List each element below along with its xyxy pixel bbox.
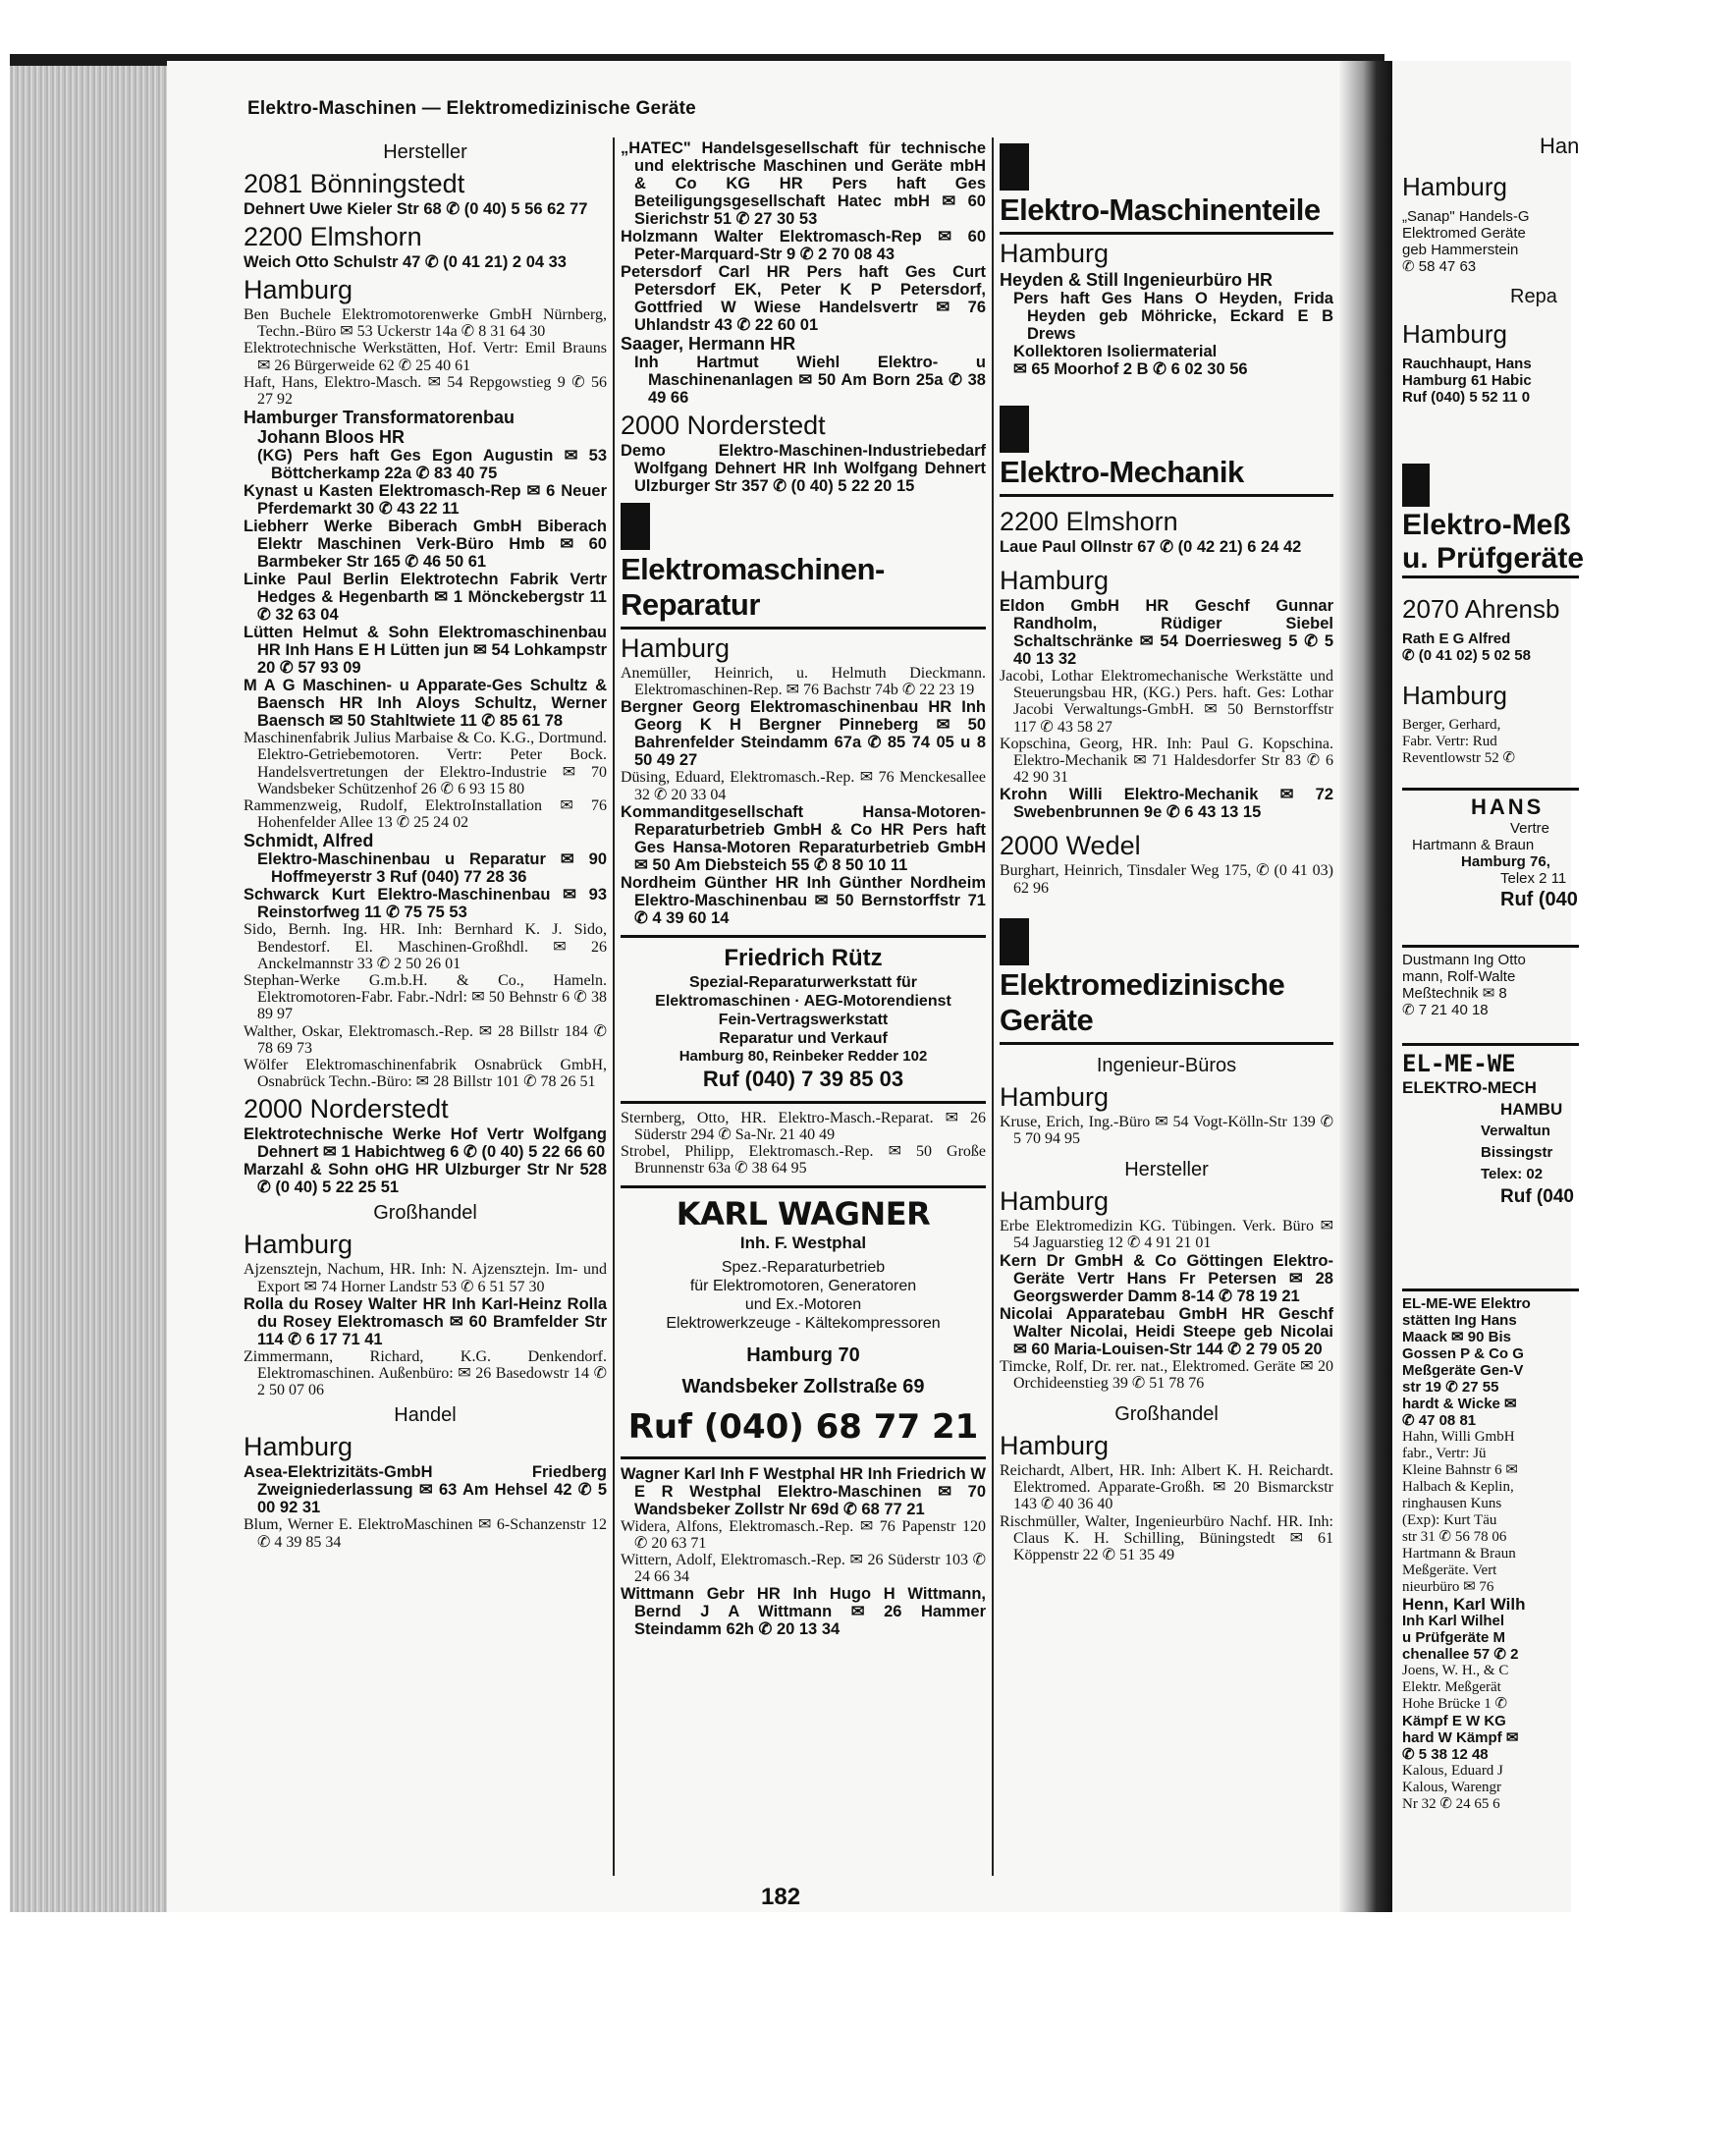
listing-entry: Strobel, Philipp, Elektromasch.-Rep. ✉ 50 Große Brunnenstr 63a ✆ 38 64 95 [621,1143,986,1178]
listing-entry-sub: Johann Bloos HR [257,427,406,448]
facing-text: Fabr. Vertr: Rud [1402,734,1497,749]
listing-entry: Düsing, Eduard, Elektromasch.-Rep. ✉ 76 Menckesallee 32 ✆ 20 33 04 [621,769,986,803]
city-heading: Hamburg [1000,1186,1110,1217]
listing-entry: Rammenzweig, Rudolf, ElektroInstallation ✉ 76 Hohenfelder Allee 13 ✆ 25 24 02 [244,797,607,832]
facing-text: Hahn, Willi GmbH [1402,1429,1515,1445]
facing-city: Hamburg [1402,319,1507,349]
listing-entry: Liebherr Werke Biberach GmbH Biberach Elektr Maschinen Verk-Büro Hmb ✉ 60 Barmbeker Str 165 ✆ 46 50 61 [244,518,607,572]
section-ingenieur-bueros: Ingenieur-Büros [1096,1054,1237,1076]
facing-text: Kleine Bahnstr 6 ✉ [1402,1462,1518,1478]
ad-address: Hamburg 80, Reinbeker Redder 102 [678,1047,928,1065]
listing-entry: Eldon GmbH HR Geschf Gunnar Randholm, Rüdiger Siebel Schaltschränke ✉ 54 Doerriesweg 5 ✆ 5 40 13 32 [1000,597,1333,668]
facing-text: Henn, Karl Wilh [1402,1595,1526,1614]
category-marker [621,503,650,550]
city-heading: 2200 Elmshorn [1000,507,1178,536]
facing-city: Hamburg [1402,172,1507,201]
scan-background-top [0,0,1571,57]
ad-company-name: Friedrich Rütz [724,944,883,971]
category-band-maschinenteile [1000,143,1333,235]
listing-entry: Laue Paul Ollnstr 67 ✆ (0 42 21) 6 24 42 [1000,538,1302,556]
facing-text: Rauchhaupt, Hans [1402,356,1532,372]
listing-entry: M A G Maschinen- u Apparate-Ges Schultz & Baensch HR Inh Aloys Schultz, Werner Baensch ✉ 50 Stahltwiete 11 ✆ 85 61 78 [244,677,607,731]
column-rule-1 [613,137,615,1876]
facing-text: Halbach & Keplin, [1402,1479,1514,1495]
city-heading: Hamburg [244,275,353,304]
facing-text: EL-ME-WE Elektro [1402,1295,1531,1312]
column-1 [244,139,607,1551]
category-title: Elektromaschinen-Reparatur [621,552,885,622]
facing-text: Hartmann & Braun [1412,837,1535,853]
facing-text: Berger, Gerhard, [1402,717,1501,733]
listing-entry: Lütten Helmut & Sohn Elektromaschinenbau HR Inh Hans E H Lütten jun ✉ 54 Lohkampstr 20 ✆ 57 93 09 [244,624,607,678]
facing-text: ✆ 5 38 12 48 [1402,1746,1489,1763]
listing-entry: Schwarck Kurt Elektro-Maschinenbau ✉ 93 Reinstorfweg 11 ✆ 75 75 53 [244,886,607,922]
facing-text: „Sanap" Handels-G [1402,208,1530,225]
ad-line: Reparatur und Verkauf [719,1029,888,1047]
column-3 [1000,139,1333,1563]
listing-entry: Kollektoren Isoliermaterial [1013,343,1218,360]
listing-entry: Demo Elektro-Maschinen-Industriebedarf Wolfgang Dehnert HR Inh Wolfgang Dehnert Ulzburger Str 357 ✆ (0 40) 5 22 20 15 [621,442,986,495]
ad-line: Elektrowerkzeuge - Kältekompressoren [666,1314,941,1332]
facing-text: ringhausen Kuns [1402,1496,1502,1511]
facing-text: stätten Ing Hans [1402,1312,1517,1329]
ad-phone: Ruf (040) 7 39 85 03 [702,1066,904,1091]
listing-entry: Rischmüller, Walter, Ingenieurbüro Nachf. HR. Inh: Claus K. H. Schilling, Büningstedt ✉ 61 Köppenstr 22 ✆ 51 35 49 [1000,1512,1333,1564]
running-head: Elektro-Maschinen — Elektromedizinische Geräte [247,98,696,119]
category-marker [1402,464,1430,507]
facing-text: ✆ 47 08 81 [1402,1412,1477,1429]
facing-text: Ruf (040) 5 52 11 0 [1402,389,1531,406]
listing-entry: Wittmann Gebr HR Inh Hugo H Wittmann, Bernd J A Wittmann ✉ 26 Hammer Steindamm 62h ✆ 20 13 34 [621,1585,986,1639]
ad-line: Spezial-Reparaturwerkstatt für [688,973,918,991]
facing-text: (Exp): Kurt Täu [1402,1512,1497,1528]
facing-text: fabr., Vertr: Jü [1402,1446,1487,1461]
city-heading: Hamburg [1000,566,1110,595]
category-band-reparatur [621,503,986,630]
listing-entry: Elektrotechnische Werke Hof Vertr Wolfgang Dehnert ✉ 1 Habichtweg 6 ✆ (0 40) 5 22 66 60 [244,1125,607,1162]
facing-text: Verwaltun [1481,1123,1550,1139]
ad-street: Wandsbeker Zollstraße 69 [681,1375,925,1398]
city-heading: Hamburg [621,633,731,663]
listing-entry: Zimmermann, Richard, K.G. Denkendorf. Elektromaschinen. Außenbüro: ✉ 26 Basedowstr 14 ✆ 2 50 07 06 [244,1347,607,1399]
section-handel: Handel [394,1404,457,1427]
facing-text: ✆ (0 41 02) 5 02 58 [1402,647,1531,664]
city-heading: Hamburg [1000,1431,1110,1461]
section-grosshandel: Großhandel [1114,1403,1219,1426]
ad-line: Spez.-Reparaturbetrieb [721,1258,886,1276]
listing-entry: Blum, Werner E. ElektroMaschinen ✉ 6-Schanzenstr 12 ✆ 4 39 85 34 [244,1516,607,1551]
listing-entry: Timcke, Rolf, Dr. rer. nat., Elektromed. Geräte ✉ 20 Orchideenstieg 39 ✆ 51 78 76 [1000,1357,1333,1392]
facing-text: str 31 ✆ 56 78 06 [1402,1529,1507,1545]
category-band-medizin [1000,918,1333,1045]
category-marker [1000,143,1029,191]
category-band-mechanik [1000,406,1333,497]
listing-entry-name: Schmidt, Alfred [244,831,374,851]
listing-entry: Elektro-Maschinenbau u Reparatur ✉ 90 Hoffmeyerstr 3 Ruf (040) 77 28 36 [257,850,607,887]
listing-entry: Erbe Elektromedizin KG. Tübingen. Verk. Büro ✉ 54 Jaguarstieg 12 ✆ 4 91 21 01 [1000,1218,1333,1252]
listing-entry: Maschinenfabrik Julius Marbaise & Co. K.G., Dortmund. Elektro-Getriebemotoren. Vertr: Peter Bock. Handelsvertretungen der Elektro-Industrie ✉ 70 Wandsbeker Schützenhof 26 ✆ 6 93 15 80 [244,730,607,797]
listing-entry: „HATEC" Handelsgesellschaft für technische und elektrische Maschinen und Geräte mbH & Co KG HR Pers haft Ges Beteiligungsgesellschaft Hatec mbH ✉ 60 Sierichstr 51 ✆ 27 30 53 [621,139,986,228]
facing-text: Meßgeräte Gen-V [1402,1362,1524,1379]
facing-text: Hamburg 76, [1461,853,1550,870]
listing-entry: Elektrotechnische Werkstätten, Hof. Vertr: Emil Brauns ✉ 26 Bürgerweide 62 ✆ 25 40 61 [244,340,607,374]
facing-text: Gossen P & Co G [1402,1345,1524,1362]
listing-entry: Reichardt, Albert, HR. Inh: Albert K. H. Reichardt. Elektromed. Apparate-Großh. ✉ 20 Bismarckstr 143 ✆ 40 36 40 [1000,1462,1333,1513]
listing-entry: Sido, Bernh. Ing. HR. Inh: Bernhard K. J. Sido, Bendestorf. El. Maschinen-Großhdl. ✉ 26 Anckelmannstr 33 ✆ 2 50 26 01 [244,921,607,972]
ad-phone: Ruf (040) 68 77 21 [627,1406,979,1447]
facing-text: Hartmann & Braun [1402,1546,1516,1562]
section-hersteller: Hersteller [383,141,467,163]
ad-city: Hamburg 70 [746,1343,860,1366]
facing-text: Kalous, Warengr [1402,1780,1501,1795]
facing-ad-title: HANS [1471,795,1545,819]
facing-text: Telex: 02 [1481,1166,1544,1182]
facing-text: Joens, W. H., & C [1402,1663,1509,1678]
city-heading: 2200 Elmshorn [244,222,422,251]
listing-entry: Ajzensztejn, Nachum, HR. Inh: N. Ajzensztejn. Im- und Export ✉ 74 Horner Landstr 53 ✆ 6 51 57 30 [244,1261,607,1295]
facing-text: ELEKTRO-MECH [1402,1078,1537,1097]
facing-text: Meßgeräte. Vert [1402,1562,1497,1578]
listing-entry: Wittern, Adolf, Elektromasch.-Rep. ✉ 26 Süderstr 103 ✆ 24 66 34 [621,1552,986,1586]
listing-entry: Anemüller, Heinrich, u. Helmuth Dieckmann. Elektromaschinen-Rep. ✉ 76 Bachstr 74b ✆ 22 23 19 [621,665,986,699]
listing-entry: Inh Hartmut Wiehl Elektro- u Maschinenanlagen ✉ 50 Am Born 25a ✆ 38 49 66 [634,354,986,407]
listing-entry: Kommanditgesellschaft Hansa-Motoren-Reparaturbetrieb GmbH & Co HR Pers haft Ges Hansa-Motoren Reparaturbetrieb GmbH ✉ 50 Am Diebsteich 55 ✆ 8 50 10 11 [621,802,986,874]
facing-category: Elektro-Meß [1402,509,1571,541]
listing-entry: Krohn Willi Elektro-Mechanik ✉ 72 Swebenbrunnen 9e ✆ 6 43 13 15 [1000,786,1333,822]
advertisement-wagner [621,1185,986,1459]
facing-text: Ruf (040 [1500,1186,1574,1207]
listing-entry: Wölfer Elektromaschinenfabrik Osnabrück GmbH, Osnabrück Techn.-Büro: ✉ 28 Billstr 101 ✆ 78 26 51 [244,1057,607,1091]
facing-text: Maack ✉ 90 Bis [1402,1329,1511,1345]
facing-text: Kämpf E W KG [1402,1713,1506,1729]
facing-text: Ruf (040 [1500,889,1578,910]
facing-page-fragment [1392,61,1585,1912]
listing-entry: (KG) Pers haft Ges Egon Augustin ✉ 53 Böttcherkamp 22a ✆ 83 40 75 [257,447,607,483]
city-heading: Hamburg [244,1230,353,1260]
listing-entry: Kynast u Kasten Elektromasch-Rep ✉ 6 Neuer Pferdemarkt 30 ✆ 43 22 11 [244,482,607,519]
facing-text: chenallee 57 ✆ 2 [1402,1646,1519,1663]
listing-entry: Nordheim Günther HR Inh Günther Nordheim Elektro-Maschinenbau ✉ 50 Bernstorffstr 71 ✆ 4 39 60 14 [621,873,986,927]
listing-entry: Pers haft Ges Hans O Heyden, Frida Heyden geb Möhricke, Eckard E B Drews [1013,290,1333,343]
facing-text: Inh Karl Wilhel [1402,1613,1505,1629]
facing-text: Telex 2 11 [1500,870,1567,887]
ad-line: und Ex.-Motoren [744,1295,862,1313]
listing-entry: Marzahl & Sohn oHG HR Ulzburger Str Nr 528 ✆ (0 40) 5 22 25 51 [244,1161,607,1197]
facing-text: HAMBU [1500,1100,1563,1119]
book-page-edges [10,61,167,1912]
listing-entry: Dehnert Uwe Kieler Str 68 ✆ (0 40) 5 56 62 77 [244,200,588,218]
city-heading: Hamburg [1000,1081,1110,1112]
category-title: Elektro-Mechanik [1000,455,1244,489]
facing-text: Rath E G Alfred [1402,630,1511,647]
page-number: 182 [761,1884,801,1910]
facing-text: Repa [1510,286,1557,307]
facing-text: u Prüfgeräte M [1402,1629,1506,1646]
facing-city: Hamburg [1402,681,1507,710]
facing-city: 2070 Ahrensb [1402,594,1560,624]
facing-text: hard W Kämpf ✉ [1402,1729,1519,1746]
book-gutter [1339,61,1392,1912]
ad-company-name: KARL WAGNER [676,1194,931,1233]
facing-text: mann, Rolf-Walte [1402,968,1516,985]
listing-entry: Wagner Karl Inh F Westphal HR Inh Friedrich W E R Westphal Elektro-Maschinen ✉ 70 Wandsbeker Zollstr Nr 69d ✆ 68 77 21 [621,1464,986,1518]
listing-entry: Linke Paul Berlin Elektrotechn Fabrik Vertr Hedges & Hegenbarth ✉ 1 Mönckebergstr 11 ✆ 32 63 04 [244,571,607,625]
listing-entry-name: Heyden & Still Ingenieurbüro HR [1000,270,1274,290]
listing-entry: Haft, Hans, Elektro-Masch. ✉ 54 Repgowstieg 9 ✆ 56 27 92 [244,373,607,409]
listing-entry: ✉ 65 Moorhof 2 B ✆ 6 02 30 56 [1013,360,1248,378]
facing-text: str 19 ✆ 27 55 [1402,1379,1499,1396]
listing-entry: Kruse, Erich, Ing.-Büro ✉ 54 Vogt-Kölln-Str 139 ✆ 5 70 94 95 [1000,1113,1333,1148]
scan-background-bottom [0,1912,1571,2138]
listing-entry: Kopschina, Georg, HR. Inh: Paul G. Kopschina. Elektro-Mechanik ✉ 71 Haldesdorfer Str 83 ✆ 6 42 90 31 [1000,735,1333,787]
facing-text: ✆ 58 47 63 [1402,258,1477,275]
facing-text: Nr 32 ✆ 24 65 6 [1402,1796,1500,1812]
listing-entry: Widera, Alfons, Elektromasch.-Rep. ✉ 76 Papenstr 120 ✆ 20 63 71 [621,1517,986,1552]
facing-text: Elektromed Geräte [1402,225,1526,242]
facing-text: Vertre [1510,820,1550,837]
facing-text: Kalous, Eduard J [1402,1763,1503,1779]
directory-page [167,61,1345,1912]
city-heading: 2000 Wedel [1000,831,1141,861]
section-hersteller: Hersteller [1124,1159,1209,1181]
section-grosshandel: Großhandel [373,1202,477,1225]
listing-entry: Weich Otto Schulstr 47 ✆ (0 41 21) 2 04 33 [244,253,567,271]
listing-entry: Jacobi, Lothar Elektromechanische Werkstätte und Steuerungsbau HR, (KG.) Pers. haft. Ges: Lothar Jacobi Verwaltungs-GmbH. ✉ 50 Bernstorffstr 117 ✆ 43 58 27 [1000,668,1333,736]
facing-text: Han [1540,134,1580,158]
category-marker [1000,918,1029,965]
listing-entry: Holzmann Walter Elektromasch-Rep ✉ 60 Peter-Marquard-Str 9 ✆ 2 70 08 43 [621,228,986,263]
listing-entry: Rolla du Rosey Walter HR Inh Karl-Heinz Rolla du Rosey Elektromasch ✉ 60 Bramfelder Str 114 ✆ 6 17 71 41 [244,1294,607,1348]
facing-text: Hohe Brücke 1 ✆ [1402,1696,1508,1712]
city-heading: Hamburg [1000,239,1110,268]
ad-line: Fein-Vertragswerkstatt [718,1011,889,1028]
city-heading: 2081 Bönningstedt [244,169,465,198]
category-title: Elektromedizinische Geräte [1000,966,1285,1037]
facing-text: ✆ 7 21 40 18 [1402,1002,1489,1018]
facing-text: Elektr. Meßgerät [1402,1679,1501,1695]
listing-entry: Nicolai Apparatebau GmbH HR Geschf Walter Nicolai, Heidi Steepe geb Nicolai ✉ 60 Maria-Louisen-Str 144 ✆ 2 79 05 20 [1000,1304,1333,1358]
listing-entry: Bergner Georg Elektromaschinenbau HR Inh Georg K H Bergner Pinneberg ✉ 50 Bahrenfelder Steindamm 67a ✆ 85 74 05 u 8 50 49 27 [621,698,986,770]
facing-text: hardt & Wicke ✉ [1402,1396,1517,1412]
listing-entry: Ben Buchele Elektromotorenwerke GmbH Nürnberg, Techn.-Büro ✉ 53 Uckerstr 14a ✆ 8 31 64 30 [244,306,607,341]
listing-entry: Burghart, Heinrich, Tinsdaler Weg 175, ✆ (0 41 03) 62 96 [1000,862,1333,897]
facing-text: Hamburg 61 Habic [1402,372,1532,389]
facing-text: Meßtechnik ✉ 8 [1402,985,1507,1002]
facing-text: Bissingstr [1481,1144,1553,1161]
facing-ad-title: EL-ME-WE [1402,1050,1516,1077]
category-marker [1000,406,1029,453]
city-heading: 2000 Norderstedt [244,1094,449,1124]
listing-entry-name: Hamburger Transformatorenbau [244,408,515,428]
listing-entry: Stephan-Werke G.m.b.H. & Co., Hameln. Elektromotoren-Fabr. Fabr.-Ndrl: ✉ 50 Behnstr 6 ✆ 38 89 97 [244,972,607,1023]
listing-entry-name: Saager, Hermann HR [621,334,796,354]
city-heading: Hamburg [244,1432,353,1462]
category-title: Elektro-Maschinenteile [1000,192,1321,227]
facing-text: nieurbüro ✉ 76 [1402,1579,1494,1595]
ad-line: Elektromaschinen · AEG-Motorendienst [655,992,951,1010]
facing-category: u. Prüfgeräte [1402,542,1585,575]
column-rule-2 [992,137,994,1876]
listing-entry: Asea-Elektrizitäts-GmbH Friedberg Zweigniederlassung ✉ 63 Am Hehsel 42 ✆ 5 00 92 31 [244,1463,607,1517]
facing-text: geb Hammerstein [1402,242,1519,258]
city-heading: 2000 Norderstedt [621,411,826,440]
ad-owner: Inh. F. Westphal [739,1233,867,1252]
listing-entry: Petersdorf Carl HR Pers haft Ges Curt Petersdorf EK, Peter K P Petersdorf, Gottfried W Wiese Handelsvertr ✉ 76 Uhlandstr 43 ✆ 22 60 01 [621,263,986,334]
facing-text: Reventlowstr 52 ✆ [1402,750,1516,766]
listing-entry: Kern Dr GmbH & Co Göttingen Elektro-Geräte Vertr Hans Fr Petersen ✉ 28 Georgswerder Damm 8-14 ✆ 78 19 21 [1000,1251,1333,1305]
facing-text: Dustmann Ing Otto [1402,952,1526,968]
listing-entry: Sternberg, Otto, HR. Elektro-Masch.-Reparat. ✉ 26 Süderstr 294 ✆ Sa-Nr. 21 40 49 [621,1109,986,1144]
listing-entry: Walther, Oskar, Elektromasch.-Rep. ✉ 28 Billstr 184 ✆ 78 69 73 [244,1022,607,1057]
advertisement-ruetz [621,935,986,1104]
ad-line: für Elektromotoren, Generatoren [689,1277,917,1294]
column-2 [621,139,986,1638]
